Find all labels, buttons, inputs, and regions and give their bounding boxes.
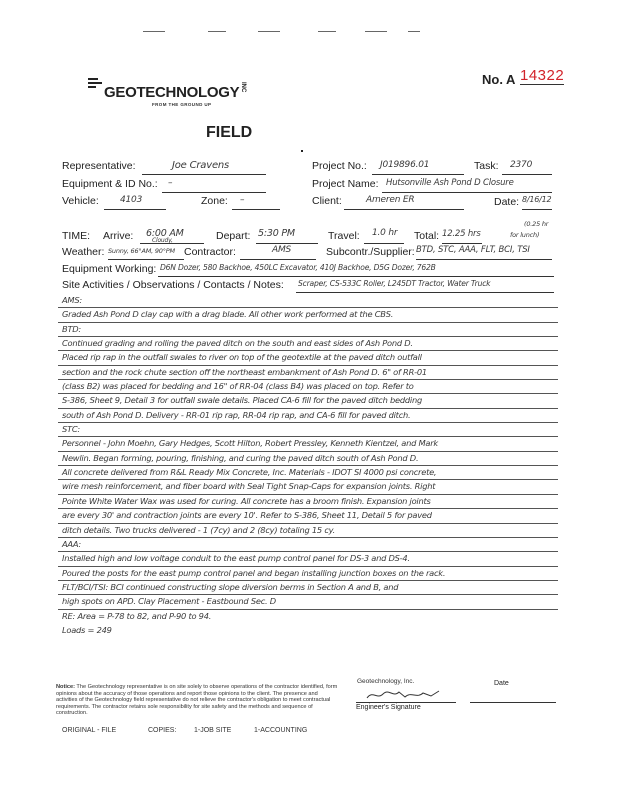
note-line: Placed rip rap in the outfall swales to river on top of the geotextile at the paved ditch outfall — [58, 351, 558, 365]
note-line: Graded Ash Pond D clay cap with a drag blade. All other work performed at the CBS. — [58, 308, 558, 322]
equipment-id-value: – — [168, 178, 173, 188]
depart-line — [256, 243, 318, 244]
depart-value: 5:30 PM — [258, 228, 295, 239]
form-title: FIELD — [206, 124, 253, 141]
note-line: high spots on APD. Clay Placement - Eastbound Sec. D — [58, 595, 558, 609]
project-no-label: Project No.: — [312, 160, 367, 172]
project-name-line — [382, 192, 552, 193]
representative-line — [142, 174, 266, 175]
note-line: AMS: — [58, 294, 558, 308]
engineer-signature-label: Engineer's Signature — [356, 704, 421, 711]
total-note-bottom: for lunch) — [510, 231, 540, 239]
project-no-value: J019896.01 — [380, 160, 430, 170]
total-value: 12.25 hrs — [442, 229, 481, 239]
subcontr-line — [416, 259, 552, 260]
contractor-value: AMS — [272, 245, 292, 255]
note-line: wire mesh reinforcement, and fiber board with Seal Tight Snap-Caps for expansion joints. Right — [58, 480, 558, 494]
header-dash-2 — [208, 31, 226, 32]
project-name-value: Hutsonville Ash Pond D Closure — [386, 178, 514, 188]
brand-suffix: INC — [240, 82, 246, 93]
client-line — [344, 209, 464, 210]
representative-label: Representative: — [62, 160, 136, 172]
geotechnology-label: Geotechnology, Inc. — [357, 678, 415, 685]
note-line: are every 30' and contraction joints are every 10'. Refer to S-386, Sheet 11, Detail 5 for paved — [58, 509, 558, 523]
total-line — [442, 243, 482, 244]
vehicle-label: Vehicle: — [62, 195, 99, 207]
original-file-label: ORIGINAL - FILE — [62, 727, 117, 734]
equipment-id-line — [162, 192, 266, 193]
geotechnology-logo-icon — [88, 78, 102, 92]
travel-value: 1.0 hr — [372, 228, 398, 238]
note-line: Pointe White Water Wax was used for curing. All concrete has a broom finish. Expansion joints — [58, 495, 558, 509]
travel-label: Travel: — [328, 230, 360, 242]
zone-line — [232, 209, 280, 210]
note-line: S-386, Sheet 9, Detail 3 for outfall swale details. Placed CA-6 fill for the paved ditch bedding — [58, 394, 558, 408]
copies-label: COPIES: — [148, 727, 177, 734]
engineer-signature-line — [356, 702, 456, 703]
report-number-label: No. — [482, 72, 503, 87]
report-number-prefix: A — [506, 72, 516, 87]
zone-value: – — [240, 195, 245, 205]
subcontr-value: BTD, STC, AAA, FLT, BCI, TSI — [416, 245, 530, 255]
header-dash-1 — [143, 31, 165, 32]
header-dash-3 — [258, 31, 280, 32]
note-line: AAA: — [58, 538, 558, 552]
brand-tagline: FROM THE GROUND UP — [152, 102, 212, 107]
date-label: Date: — [494, 196, 520, 208]
depart-label: Depart: — [216, 230, 251, 242]
report-number-value: 14322 — [520, 67, 565, 84]
arrive-value: 6:00 AM — [146, 228, 184, 239]
notice-body: The Geotechnology representative is on site solely to observe operations of the contractor identified, form opinions about the accuracy of those operations and report those opinions to the client. The presence and activities of the Geotechnology field representative do not relieve the contractor's obligation to meet contractual requirements. The contractor retains sole responsibility for site safety and the methods and sequence of construction. — [56, 684, 338, 716]
note-line: ditch details. Two trucks delivered - 1 (7cy) and 2 (8cy) totaling 15 cy. — [58, 524, 558, 538]
weather-label: Weather: — [62, 246, 105, 258]
date-signature-line — [470, 702, 556, 703]
note-line: Newlin. Began forming, pouring, finishing, and curing the paved ditch south of Ash Pond D. — [58, 452, 558, 466]
subcontr-label: Subcontr./Supplier: — [326, 246, 415, 258]
engineer-signature-icon — [365, 688, 445, 702]
note-line: Loads = 249 — [62, 624, 112, 635]
zone-label: Zone: — [201, 195, 228, 207]
equipment-working-line — [158, 276, 554, 277]
equipment-working-value: D6N Dozer, 580 Backhoe, 450LC Excavator, 410J Backhoe, D5G Dozer, 762B — [160, 263, 436, 272]
task-value: 2370 — [510, 160, 533, 170]
equipment-working-label: Equipment Working: — [62, 263, 157, 275]
notice-text — [56, 684, 338, 717]
task-label: Task: — [474, 160, 499, 172]
client-value: Ameren ER — [366, 195, 415, 205]
weather-note: Cloudy, — [152, 237, 173, 244]
site-activities-label: Site Activities / Observations / Contacts / Notes: — [62, 279, 284, 291]
notice-title: Notice: — [56, 684, 75, 690]
vehicle-line — [104, 209, 166, 210]
equipment-id-label: Equipment & ID No.: — [62, 178, 158, 190]
note-line: south of Ash Pond D. Delivery - RR-01 rip rap, RR-04 rip rap, and CA-6 fill for paved ditch. — [58, 409, 558, 423]
note-line: (class B2) was placed for bedding and 16" of RR-04 (class B4) was placed on top. Refer to — [58, 380, 558, 394]
arrive-label: Arrive: — [103, 230, 134, 242]
date-line — [522, 209, 552, 210]
note-line: Personnel - John Moehn, Gary Hedges, Scott Hilton, Robert Pressley, Kenneth Kientzel, and Mark — [58, 437, 558, 451]
copy-job-site: 1-JOB SITE — [194, 727, 232, 734]
note-line: FLT/BCI/TSI: BCI continued constructing slope diversion berms in Section A and B, and — [58, 581, 558, 595]
client-label: Client: — [312, 195, 342, 207]
brand-name: GEOTECHNOLOGY — [104, 84, 240, 101]
note-line: section and the rock chute section off the northeast embankment of Ash Pond D. 6" of RR-01 — [58, 366, 558, 380]
project-name-label: Project Name: — [312, 178, 379, 190]
note-line: All concrete delivered from R&L Ready Mix Concrete, Inc. Materials - IDOT SI 4000 psi concrete, — [58, 466, 558, 480]
weather-line — [108, 259, 184, 260]
header-dash-4 — [318, 31, 336, 32]
header-dash-5 — [365, 31, 387, 32]
time-label: TIME: — [62, 230, 90, 242]
total-note-top: (0.25 hr — [524, 220, 549, 228]
task-line — [502, 174, 552, 175]
total-label: Total: — [414, 230, 440, 242]
note-line: BTD: — [58, 323, 558, 337]
copy-accounting: 1-ACCOUNTING — [254, 727, 308, 734]
note-line: Poured the posts for the east pump control panel and began installing junction boxes on the rack. — [58, 567, 558, 581]
vehicle-value: 4103 — [120, 195, 143, 205]
notes-section — [58, 294, 558, 638]
note-line: RE: Area = P-78 to 82, and P-90 to 94. — [62, 610, 212, 621]
date-value: 8/16/12 — [522, 195, 552, 204]
project-no-line — [372, 174, 464, 175]
note-line: Installed high and low voltage conduit to the east pump control panel for DS-3 and DS-4. — [58, 552, 558, 566]
weather-value: Sunny, 66°AM, 90°PM — [108, 247, 175, 255]
representative-value: Joe Cravens — [172, 160, 230, 171]
contractor-line — [240, 259, 316, 260]
travel-line — [364, 243, 404, 244]
decorative-dot — [301, 150, 303, 152]
header-dash-6 — [408, 31, 420, 32]
signature-area — [357, 678, 414, 685]
site-activities-line — [296, 292, 554, 293]
date-signature-label: Date — [494, 680, 509, 687]
note-line: Continued grading and rolling the paved ditch on the south and east sides of Ash Pond D. — [58, 337, 558, 351]
site-activities-value: Scraper, CS-533C Roller, L245DT Tractor, Water Truck — [298, 279, 491, 288]
contractor-label: Contractor: — [184, 246, 236, 258]
note-line: STC: — [58, 423, 558, 437]
